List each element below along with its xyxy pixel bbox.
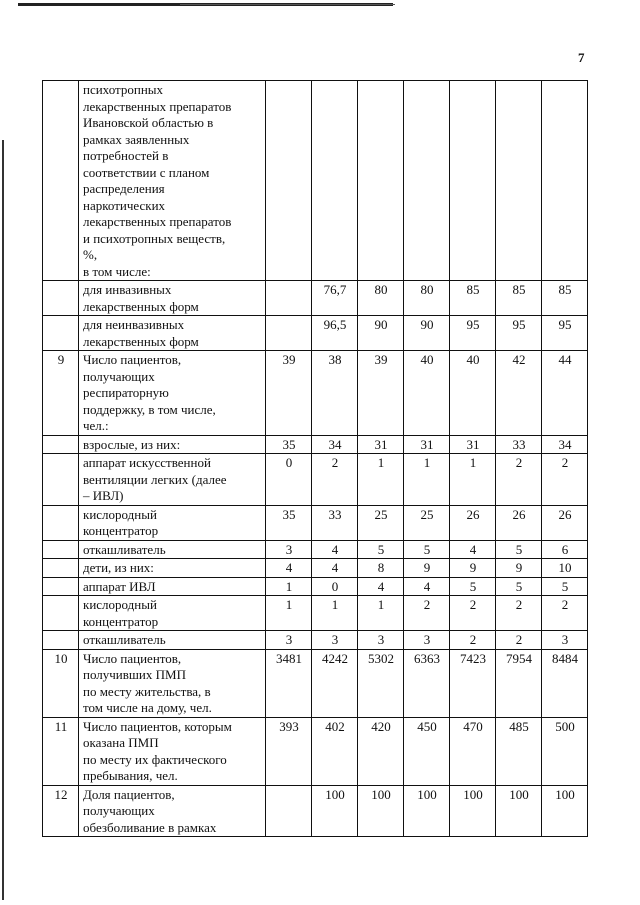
value-cell: 25: [404, 505, 450, 540]
row-number-cell: [43, 577, 79, 596]
value-cell: 100: [358, 785, 404, 837]
value-cell: 2: [312, 454, 358, 506]
value-cell: 1: [450, 454, 496, 506]
table-row: [43, 649, 588, 717]
value-cell: 33: [496, 435, 542, 454]
row-name-text: дети, из них:: [83, 560, 154, 575]
row-name-cell: [79, 577, 266, 596]
table-row: [43, 351, 588, 436]
value-cell: 2: [496, 596, 542, 631]
page-number: 7: [578, 50, 585, 65]
row-name-text: психотропных лекарственных препаратов Ивановской областью в рамках заявленных потребностей в соответствии с планом распределения наркотических лекарственных препаратов и психотропных веществ, %, в том числе:: [83, 82, 232, 279]
value-cell: 5: [542, 577, 588, 596]
value-cell: 95: [450, 316, 496, 351]
value-cell: 6: [542, 540, 588, 559]
value-cell: 31: [450, 435, 496, 454]
table-row: [43, 81, 588, 281]
value-cell: 5: [358, 540, 404, 559]
value-cell: 4: [266, 559, 312, 578]
row-name-text: кислородный концентратор: [83, 597, 159, 629]
table-row: [43, 540, 588, 559]
value-cell: 450: [404, 717, 450, 785]
row-number-cell: [43, 540, 79, 559]
value-cell: 4: [450, 540, 496, 559]
row-number-cell: [43, 505, 79, 540]
value-cell: 42: [496, 351, 542, 436]
value-cell: 4: [358, 577, 404, 596]
value-cell: 3: [266, 631, 312, 650]
value-cell: 485: [496, 717, 542, 785]
value-cell: 5: [496, 540, 542, 559]
row-name-text: аппарат ИВЛ: [83, 578, 156, 594]
row-name-text: Число пациентов, получающих респираторную поддержку, в том числе, чел.:: [83, 352, 216, 433]
value-cell: 0: [312, 577, 358, 596]
row-number-cell: [43, 596, 79, 631]
table-row: [43, 505, 588, 540]
row-name-cell: [79, 316, 266, 351]
value-cell: 4242: [312, 649, 358, 717]
left-edge-shadow: [2, 140, 4, 900]
value-cell: 39: [358, 351, 404, 436]
value-cell: 500: [542, 717, 588, 785]
value-cell: 40: [450, 351, 496, 436]
row-name-text: откашливатель: [83, 632, 166, 647]
value-cell: 5: [450, 577, 496, 596]
row-name-text: Число пациентов, получивших ПМП по месту жительства, в том числе на дому, чел.: [83, 650, 212, 715]
table-row: [43, 559, 588, 578]
table-row: [43, 631, 588, 650]
value-cell: 9: [404, 559, 450, 578]
value-cell: 5: [404, 540, 450, 559]
table-row: [43, 717, 588, 785]
value-cell: 4: [404, 577, 450, 596]
row-name-text: Доля пациентов, получающих обезболивание в рамках: [83, 786, 217, 835]
row-name-text: аппарат искусственной вентиляции легких (далее – ИВЛ): [83, 455, 227, 503]
value-cell: 8484: [542, 649, 588, 717]
value-cell: 40: [404, 351, 450, 436]
row-number-cell: 12: [43, 785, 79, 837]
value-cell: 31: [358, 435, 404, 454]
row-name-cell: [79, 435, 266, 454]
value-cell: 100: [450, 785, 496, 837]
row-name-cell: [79, 81, 266, 281]
value-cell: [450, 81, 496, 281]
value-cell: 85: [542, 281, 588, 316]
value-cell: [496, 81, 542, 281]
value-cell: 33: [312, 505, 358, 540]
value-cell: 5302: [358, 649, 404, 717]
value-cell: 80: [404, 281, 450, 316]
row-number-cell: [43, 435, 79, 454]
value-cell: 7423: [450, 649, 496, 717]
value-cell: 85: [496, 281, 542, 316]
value-cell: 90: [358, 316, 404, 351]
table-row: [43, 316, 588, 351]
value-cell: 25: [358, 505, 404, 540]
table-row: [43, 435, 588, 454]
value-cell: 34: [312, 435, 358, 454]
value-cell: 34: [542, 435, 588, 454]
value-cell: 7954: [496, 649, 542, 717]
row-name-text: для неинвазивных лекарственных форм: [83, 317, 199, 349]
value-cell: 402: [312, 717, 358, 785]
value-cell: 90: [404, 316, 450, 351]
value-cell: 31: [404, 435, 450, 454]
value-cell: 100: [404, 785, 450, 837]
value-cell: 95: [496, 316, 542, 351]
value-cell: 4: [312, 540, 358, 559]
row-name-cell: [79, 649, 266, 717]
row-number-cell: 10: [43, 649, 79, 717]
value-cell: 2: [496, 631, 542, 650]
row-name-cell: [79, 559, 266, 578]
top-edge-line-thin: [180, 4, 395, 5]
value-cell: 26: [542, 505, 588, 540]
value-cell: 85: [450, 281, 496, 316]
row-number-cell: 11: [43, 717, 79, 785]
value-cell: 3: [358, 631, 404, 650]
table-row: [43, 596, 588, 631]
row-name-cell: [79, 540, 266, 559]
value-cell: 0: [266, 454, 312, 506]
indicators-table: [42, 80, 588, 837]
value-cell: 1: [266, 596, 312, 631]
value-cell: 35: [266, 435, 312, 454]
value-cell: 3: [312, 631, 358, 650]
value-cell: 1: [358, 596, 404, 631]
table-row: [43, 454, 588, 506]
row-name-cell: [79, 281, 266, 316]
value-cell: 4: [312, 559, 358, 578]
row-number-cell: [43, 316, 79, 351]
value-cell: 95: [542, 316, 588, 351]
value-cell: 2: [450, 596, 496, 631]
value-cell: 39: [266, 351, 312, 436]
value-cell: 38: [312, 351, 358, 436]
value-cell: 3: [266, 540, 312, 559]
table-body: [43, 81, 588, 837]
value-cell: 393: [266, 717, 312, 785]
value-cell: 3: [404, 631, 450, 650]
value-cell: 1: [404, 454, 450, 506]
value-cell: 10: [542, 559, 588, 578]
row-name-cell: [79, 351, 266, 436]
row-number-cell: [43, 454, 79, 506]
value-cell: 26: [450, 505, 496, 540]
row-name-text: взрослые, из них:: [83, 436, 181, 452]
row-name-text: для инвазивных лекарственных форм: [83, 282, 199, 314]
row-name-cell: [79, 785, 266, 837]
value-cell: 9: [496, 559, 542, 578]
value-cell: 1: [312, 596, 358, 631]
value-cell: [542, 81, 588, 281]
value-cell: 2: [404, 596, 450, 631]
table-row: [43, 281, 588, 316]
value-cell: 76,7: [312, 281, 358, 316]
value-cell: [312, 81, 358, 281]
value-cell: 3: [542, 631, 588, 650]
value-cell: [266, 316, 312, 351]
value-cell: 8: [358, 559, 404, 578]
value-cell: 96,5: [312, 316, 358, 351]
row-number-cell: [43, 281, 79, 316]
value-cell: 44: [542, 351, 588, 436]
row-name-text: Число пациентов, которым оказана ПМП по месту их фактического пребывания, чел.: [83, 718, 232, 783]
row-name-cell: [79, 717, 266, 785]
value-cell: [266, 785, 312, 837]
row-name-cell: [79, 454, 266, 506]
value-cell: 100: [312, 785, 358, 837]
row-number-cell: [43, 559, 79, 578]
value-cell: 2: [542, 596, 588, 631]
value-cell: 35: [266, 505, 312, 540]
value-cell: [358, 81, 404, 281]
value-cell: 1: [358, 454, 404, 506]
value-cell: 5: [496, 577, 542, 596]
value-cell: 100: [496, 785, 542, 837]
value-cell: 420: [358, 717, 404, 785]
row-name-text: кислородный концентратор: [83, 506, 159, 538]
value-cell: 26: [496, 505, 542, 540]
value-cell: 6363: [404, 649, 450, 717]
row-name-cell: [79, 596, 266, 631]
value-cell: 3481: [266, 649, 312, 717]
row-number-cell: [43, 81, 79, 281]
value-cell: 1: [266, 577, 312, 596]
row-name-text: откашливатель: [83, 541, 166, 557]
table-row: [43, 785, 588, 837]
value-cell: [266, 281, 312, 316]
value-cell: 2: [496, 454, 542, 506]
value-cell: [404, 81, 450, 281]
value-cell: 2: [542, 454, 588, 506]
row-number-cell: 9: [43, 351, 79, 436]
row-number-cell: [43, 631, 79, 650]
value-cell: 9: [450, 559, 496, 578]
value-cell: 470: [450, 717, 496, 785]
row-name-cell: [79, 631, 266, 650]
value-cell: 100: [542, 785, 588, 837]
value-cell: [266, 81, 312, 281]
value-cell: 2: [450, 631, 496, 650]
table-row: [43, 577, 588, 596]
value-cell: 80: [358, 281, 404, 316]
row-name-cell: [79, 505, 266, 540]
